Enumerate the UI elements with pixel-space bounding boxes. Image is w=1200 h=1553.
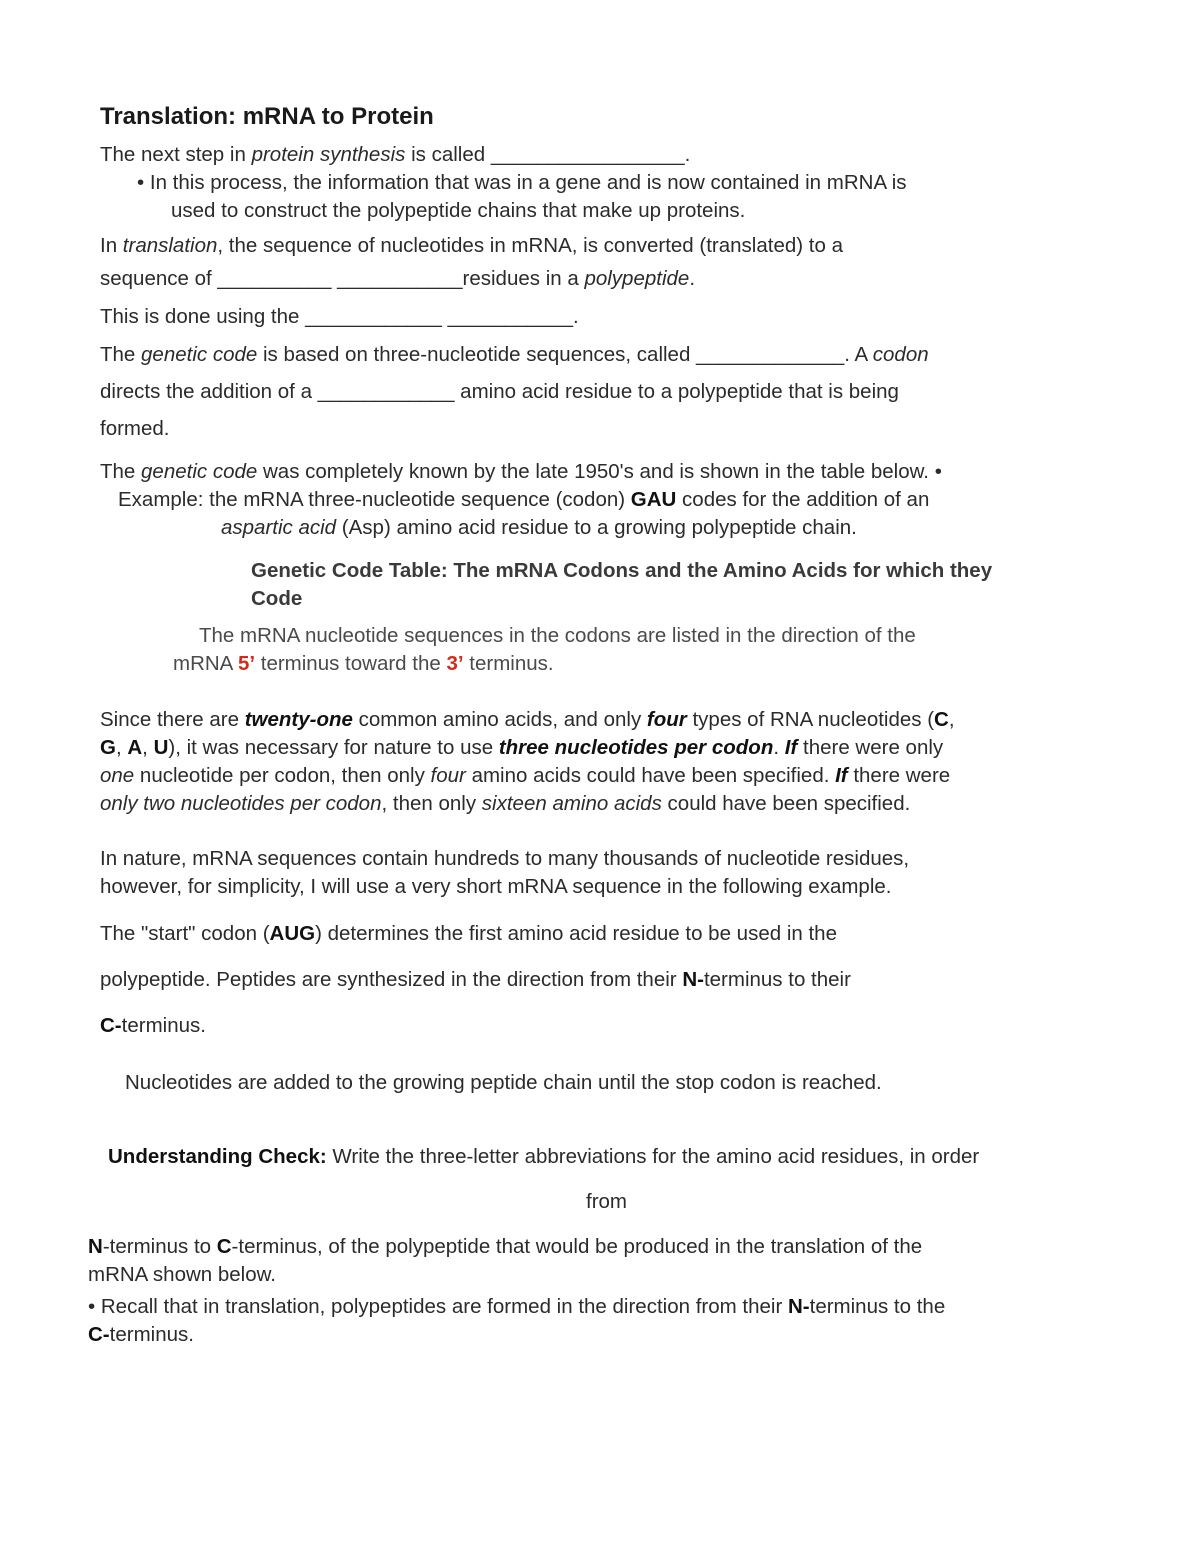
table-note: The mRNA nucleotide sequences in the codons are listed in the direction of the [199, 624, 916, 647]
paragraph-start-codon-line2 [100, 967, 851, 993]
text-run: could have been specified. [661, 792, 911, 815]
codon-gau: GAU [630, 488, 677, 511]
text-run: ), it was necessary for nature to use [168, 736, 499, 759]
text-run-italic: genetic code [141, 460, 258, 483]
text-run: Write the three-letter abbreviations for the amino acid residues, in order [326, 1145, 980, 1168]
text-run: mRNA [173, 652, 238, 675]
text-run: terminus to the [809, 1295, 946, 1318]
paragraph-amino-acids-line2 [100, 735, 943, 761]
paragraph-amino-acids-line3 [100, 763, 950, 789]
paragraph-translation [100, 233, 843, 259]
text-run: sequence of __________ ___________residues in a [100, 267, 585, 290]
text-run-bold-italic: If [835, 764, 848, 787]
text-run: In [100, 234, 123, 257]
nucleotide-g: G [100, 736, 116, 759]
paragraph-genetic-code-line3: formed. [100, 417, 170, 440]
nucleotide-u: U [153, 736, 169, 759]
bullet-line-continued: used to construct the polypeptide chains that make up proteins. [171, 199, 746, 222]
example-line-continued [221, 515, 857, 541]
text-run: terminus toward the [255, 652, 447, 675]
three-prime-label: 3’ [446, 652, 464, 675]
nucleotide-a: A [127, 736, 143, 759]
paragraph-terminus-direction-continued: mRNA shown below. [88, 1263, 277, 1286]
text-run-italic: aspartic acid [221, 516, 337, 539]
text-run-italic: protein synthesis [251, 143, 406, 166]
text-run-italic: codon [872, 343, 929, 366]
paragraph-amino-acids-line4 [100, 791, 910, 817]
text-run: nucleotide per codon, then only [134, 764, 431, 787]
understanding-check-from: from [586, 1190, 627, 1213]
nucleotide-c: C [934, 708, 949, 731]
understanding-check [108, 1144, 979, 1170]
paragraph-done-using: This is done using the ____________ ___________. [100, 305, 579, 328]
paragraph-genetic-code-line2: directs the addition of a ____________ amino acid residue to a polypeptide that is being [100, 380, 899, 403]
text-run-italic: four [430, 764, 466, 787]
paragraph-translation-continued [100, 266, 695, 292]
text-run-italic: one [100, 764, 135, 787]
paragraph-amino-acids-line1 [100, 707, 955, 733]
text-run: there were [847, 764, 951, 787]
text-run: is called _________________. [405, 143, 691, 166]
c-terminus-label: C- [88, 1323, 110, 1346]
text-run: -terminus, of the polypeptide that would be produced in the translation of the [231, 1235, 923, 1258]
text-run: there were only [797, 736, 944, 759]
text-run: . [773, 736, 785, 759]
text-run: types of RNA nucleotides ( [686, 708, 935, 731]
text-run: terminus. [463, 652, 554, 675]
text-run: , [948, 708, 955, 731]
text-run: The [100, 343, 142, 366]
text-run: common amino acids, and only [352, 708, 647, 731]
text-run: terminus. [121, 1014, 206, 1037]
paragraph-next-step [100, 142, 690, 168]
c-label: C [216, 1235, 232, 1258]
text-run: was completely known by the late 1950's and is shown in the table below. • [257, 460, 942, 483]
text-run: , [115, 736, 128, 759]
paragraph-start-codon-line3 [100, 1013, 206, 1039]
bullet-recall-continued [88, 1322, 194, 1348]
n-label: N [88, 1235, 103, 1258]
text-run-bold-italic: twenty-one [244, 708, 353, 731]
text-run: ) determines the first amino acid residue to be used in the [315, 922, 837, 945]
text-run: is based on three-nucleotide sequences, called _____________. A [257, 343, 873, 366]
text-run: , then only [381, 792, 482, 815]
text-run: terminus. [109, 1323, 194, 1346]
bullet-line: • In this process, the information that was in a gene and is now contained in mRNA is [137, 171, 907, 194]
paragraph-nature-continued: however, for simplicity, I will use a very short mRNA sequence in the following example. [100, 875, 892, 898]
text-run: , [142, 736, 154, 759]
text-run-italic: translation [122, 234, 218, 257]
text-run-bold-italic: If [784, 736, 798, 759]
text-run-italic: genetic code [141, 343, 258, 366]
text-run-bold-italic: three nucleotides per codon [498, 736, 774, 759]
text-run: codes for the addition of an [676, 488, 930, 511]
codon-aug: AUG [269, 922, 316, 945]
text-run: terminus to their [703, 968, 851, 991]
text-run: Example: the mRNA three-nucleotide sequence (codon) [118, 488, 631, 511]
text-run-italic: only two nucleotides per codon [100, 792, 382, 815]
n-terminus-label: N- [787, 1295, 810, 1318]
text-run: polypeptide. Peptides are synthesized in the direction from their [100, 968, 683, 991]
text-run: • Recall that in translation, polypeptides are formed in the direction from their [88, 1295, 788, 1318]
page-title: Translation: mRNA to Protein [100, 103, 434, 130]
table-note-continued [173, 651, 554, 677]
text-run-bold-italic: four [646, 708, 687, 731]
n-terminus-label: N- [682, 968, 704, 991]
text-run-italic: sixteen amino acids [481, 792, 662, 815]
text-run: Since there are [100, 708, 245, 731]
text-run: . [689, 267, 696, 290]
understanding-check-label: Understanding Check: [108, 1145, 327, 1168]
paragraph-nature: In nature, mRNA sequences contain hundreds to many thousands of nucleotide residues, [100, 847, 910, 870]
text-run: -terminus to [102, 1235, 217, 1258]
text-run: (Asp) amino acid residue to a growing polypeptide chain. [336, 516, 857, 539]
paragraph-genetic-code [100, 342, 929, 368]
paragraph-terminus-direction [88, 1234, 922, 1260]
c-terminus-label: C- [100, 1014, 122, 1037]
five-prime-label: 5’ [237, 652, 256, 675]
table-heading-continued: Code [251, 587, 303, 610]
table-heading: Genetic Code Table: The mRNA Codons and the Amino Acids for which they [251, 559, 993, 582]
text-run: The "start" codon ( [100, 922, 270, 945]
text-run: , the sequence of nucleotides in mRNA, is converted (translated) to a [217, 234, 843, 257]
bullet-recall [88, 1294, 945, 1320]
paragraph-table-intro [100, 459, 942, 485]
text-run: amino acids could have been specified. [465, 764, 836, 787]
example-line [118, 487, 929, 513]
text-run: The next step in [100, 143, 252, 166]
paragraph-stop-codon: Nucleotides are added to the growing peptide chain until the stop codon is reached. [125, 1071, 882, 1094]
paragraph-start-codon [100, 921, 837, 947]
text-run: The [100, 460, 142, 483]
text-run-italic: polypeptide [584, 267, 690, 290]
